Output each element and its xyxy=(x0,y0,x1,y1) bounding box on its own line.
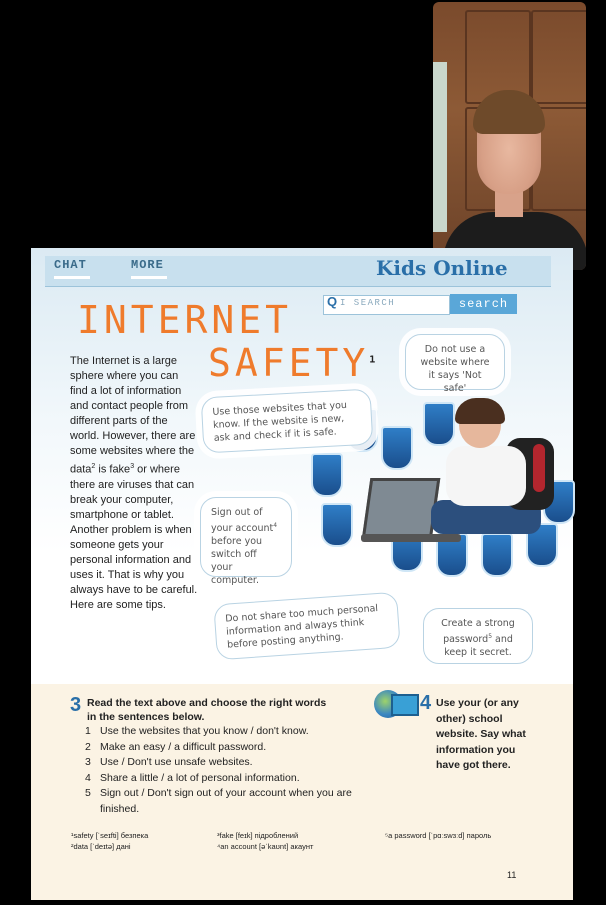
list-item: 2 Make an easy / a difficult password. xyxy=(85,740,267,753)
brand-logo: Kids Online xyxy=(376,256,508,280)
search-button[interactable]: search xyxy=(450,294,517,314)
page-title-line2: SAFETY$^1$ xyxy=(208,341,376,385)
tip-bubble-personal-info: Do not share too much personal information and always think before posting anything. xyxy=(213,592,400,661)
wardrobe-door xyxy=(531,10,586,104)
tip-bubble-password: Create a strong password$^5$ and keep it secret. xyxy=(423,608,533,664)
wardrobe-door xyxy=(465,10,531,104)
search-placeholder: I SEARCH xyxy=(340,298,396,308)
webcam-feed xyxy=(433,2,586,270)
footnotes-col-3: ⁵a password [ˈpɑːswɜːd] пароль xyxy=(385,831,492,840)
laptop-base xyxy=(361,534,461,542)
shield-icon xyxy=(381,426,413,470)
list-item: 1 Use the websites that you know / don't know. xyxy=(85,725,309,737)
tab-underline xyxy=(54,276,90,279)
monitor-icon xyxy=(391,694,419,716)
footnotes-col-1: ¹safety [ˈseɪfti] безпека ²data [ˈdeɪtə] дані xyxy=(71,831,149,851)
search-icon: Q xyxy=(327,294,338,309)
exercise-3-list xyxy=(85,724,385,817)
shield-icon xyxy=(423,402,455,446)
exercise-4-text: Use your (or any other) school website. Say what information you have got there. xyxy=(436,697,526,771)
list-item: 4 Share a little / a lot of personal information. xyxy=(85,771,300,784)
laptop xyxy=(362,478,441,540)
boy-hair xyxy=(455,398,505,424)
page-title-line1: INTERNET xyxy=(77,298,293,342)
tip-bubble-sign-out: Sign out of your account$^4$ before you switch off your computer. xyxy=(200,497,292,577)
list-item: 5 Sign out / Don't sign out of your account when you are finished. xyxy=(85,787,352,815)
backpack-strap xyxy=(533,444,545,492)
shield-icon xyxy=(311,453,343,497)
window xyxy=(433,62,447,232)
exercise-section xyxy=(31,684,573,900)
exercise-3-number: 3 xyxy=(70,694,82,716)
footnotes-col-2: ³fake [feɪk] підроблений ⁴an account [əˈkaʊnt] акаунт xyxy=(217,831,314,851)
textbook-page xyxy=(31,248,573,900)
tab-chat[interactable]: CHAT xyxy=(54,258,87,272)
tip-bubble-not-safe: Do not use a website where it says 'Not safe' xyxy=(405,334,505,390)
exercise-3-title: Read the text above and choose the right words in the sentences below. xyxy=(87,697,327,723)
intro-paragraph: The Internet is a large sphere where you can find a lot of information and contact people from different parts of the world. However, there are some websites where the data$^2$ is fake$^3$ or where there are viruses that can break your computer, smartphone or tablet. Another problem is when someone gets your personal information and uses it. That is why you always have to be careful. Here are some tips. xyxy=(70,355,198,611)
tip-bubble-known-websites: Use those websites that you know. If the website is new, ask and check if it is safe. xyxy=(201,389,374,454)
tab-more[interactable]: MORE xyxy=(131,258,164,272)
tab-underline xyxy=(131,276,167,279)
page-number: 11 xyxy=(507,870,517,880)
shield-icon xyxy=(481,533,513,577)
exercise-4-number: 4 xyxy=(420,692,432,714)
list-item: 3 Use / Don't use unsafe websites. xyxy=(85,756,253,768)
boy-shirt xyxy=(446,446,526,506)
shield-icon xyxy=(321,503,353,547)
